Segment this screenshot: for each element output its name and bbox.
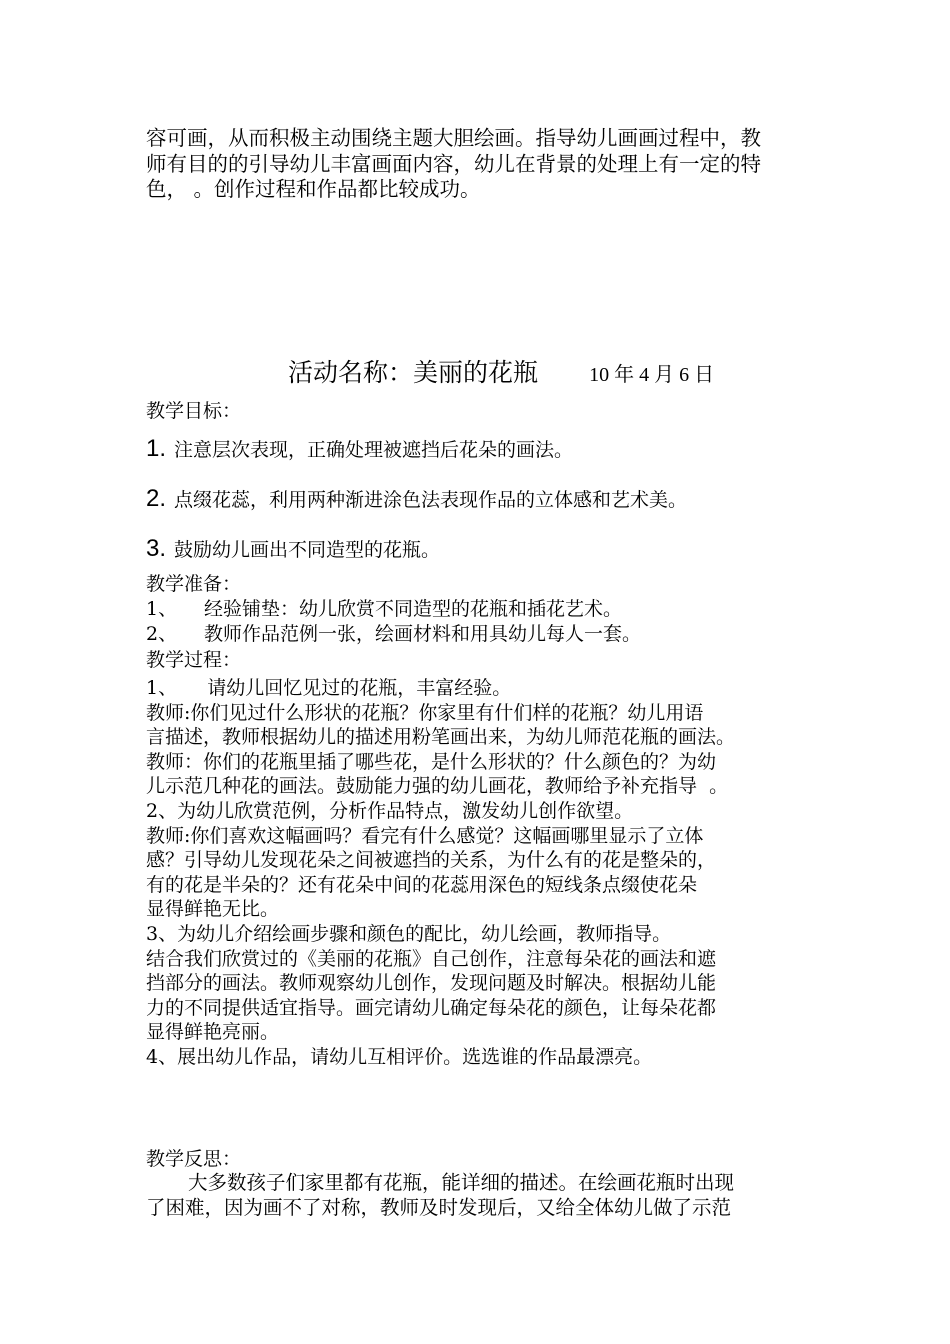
process-line: 结合我们欣赏过的《美丽的花瓶》自己创作，注意每朵花的画法和遮 — [146, 947, 717, 970]
process-line: 显得鲜艳亮丽。 — [146, 1021, 280, 1044]
preparation-item — [146, 597, 622, 621]
intro-line: 师有目的的引导幼儿丰富画面内容，幼儿在背景的处理上有一定的特 — [146, 151, 761, 176]
reflection-line: 大多数孩子们家里都有花瓶，能详细的描述。在绘画花瓶时出现 — [188, 1171, 735, 1194]
goal-item — [146, 434, 573, 465]
activity-title: 活动名称：美丽的花瓶 — [288, 358, 539, 387]
process-line: 1、 请幼儿回忆见过的花瓶，丰富经验。 — [146, 677, 512, 699]
intro-line: 色， 。创作过程和作品都比较成功。 — [146, 177, 481, 201]
preparation-text: 经验铺垫：幼儿欣赏不同造型的花瓶和插花艺术。 — [204, 598, 623, 620]
preparation-text: 教师作品范例一张，绘画材料和用具幼儿每人一套。 — [204, 623, 642, 645]
goal-number: 1. — [146, 435, 167, 462]
preparation-item — [146, 622, 641, 646]
goal-item — [146, 484, 687, 515]
reflection-section — [146, 1170, 810, 1220]
reflection-line: 了困难，因为画不了对称，教师及时发现后，又给全体幼儿做了示范 — [146, 1196, 732, 1219]
activity-heading — [288, 356, 714, 390]
goal-number: 2. — [146, 485, 167, 512]
process-line: 感？引导幼儿发现花朵之间被遮挡的关系，为什么有的花是整朵的， — [146, 849, 717, 872]
process-line: 力的不同提供适宜指导。画完请幼儿确定每朵花的颜色，让每朵花都 — [146, 996, 717, 1019]
preparation-label: 教学准备： — [146, 573, 242, 595]
process-line: 3、为幼儿介绍绘画步骤和颜色的配比，幼儿绘画，教师指导。 — [146, 922, 672, 945]
process-line: 显得鲜艳无比。 — [146, 898, 280, 921]
process-line: 有的花是半朵的？还有花朵中间的花蕊用深色的短线条点缀使花朵 — [146, 873, 698, 896]
reflection-label: 教学反思： — [146, 1148, 242, 1170]
process-line: 教师:你们见过什么形状的花瓶？你家里有什们样的花瓶？幼儿用语 — [146, 701, 704, 724]
goal-text: 注意层次表现，正确处理被遮挡后花朵的画法。 — [174, 439, 574, 461]
activity-date: 10 年 4 月 6 日 — [589, 364, 715, 386]
process-line: 4、展出幼儿作品，请幼儿互相评价。选选谁的作品最漂亮。 — [146, 1045, 653, 1068]
process-line: 儿示范几种花的画法。鼓励能力强的幼儿画花，教师给予补充指导 。 — [146, 775, 729, 798]
goal-text: 点缀花蕊，利用两种渐进涂色法表现作品的立体感和艺术美。 — [174, 489, 688, 511]
goals-label: 教学目标： — [146, 400, 242, 422]
process-line: 教师：你们的花瓶里插了哪些花，是什么形状的？什么颜色的？为幼 — [146, 750, 717, 773]
goal-item — [146, 534, 440, 565]
process-line: 教师:你们喜欢这幅画吗？看完有什么感觉？这幅画哪里显示了立体 — [146, 824, 704, 847]
preparation-number: 2、 — [146, 623, 178, 645]
intro-line: 容可画，从而积极主动围绕主题大胆绘画。指导幼儿画画过程中，教 — [146, 126, 761, 150]
process-line: 挡部分的画法。教师观察幼儿创作，发现问题及时解决。根据幼儿能 — [146, 972, 717, 995]
process-section — [146, 676, 810, 1070]
goal-text: 鼓励幼儿画出不同造型的花瓶。 — [174, 539, 441, 561]
intro-paragraph — [146, 126, 810, 203]
process-label: 教学过程： — [146, 649, 242, 671]
preparation-number: 1、 — [146, 598, 178, 620]
process-line: 言描述，教师根据幼儿的描述用粉笔画出来，为幼儿师范花瓶的画法。 — [146, 726, 736, 749]
process-line: 2、为幼儿欣赏范例，分析作品特点，激发幼儿创作欲望。 — [146, 799, 634, 822]
goal-number: 3. — [146, 535, 167, 562]
